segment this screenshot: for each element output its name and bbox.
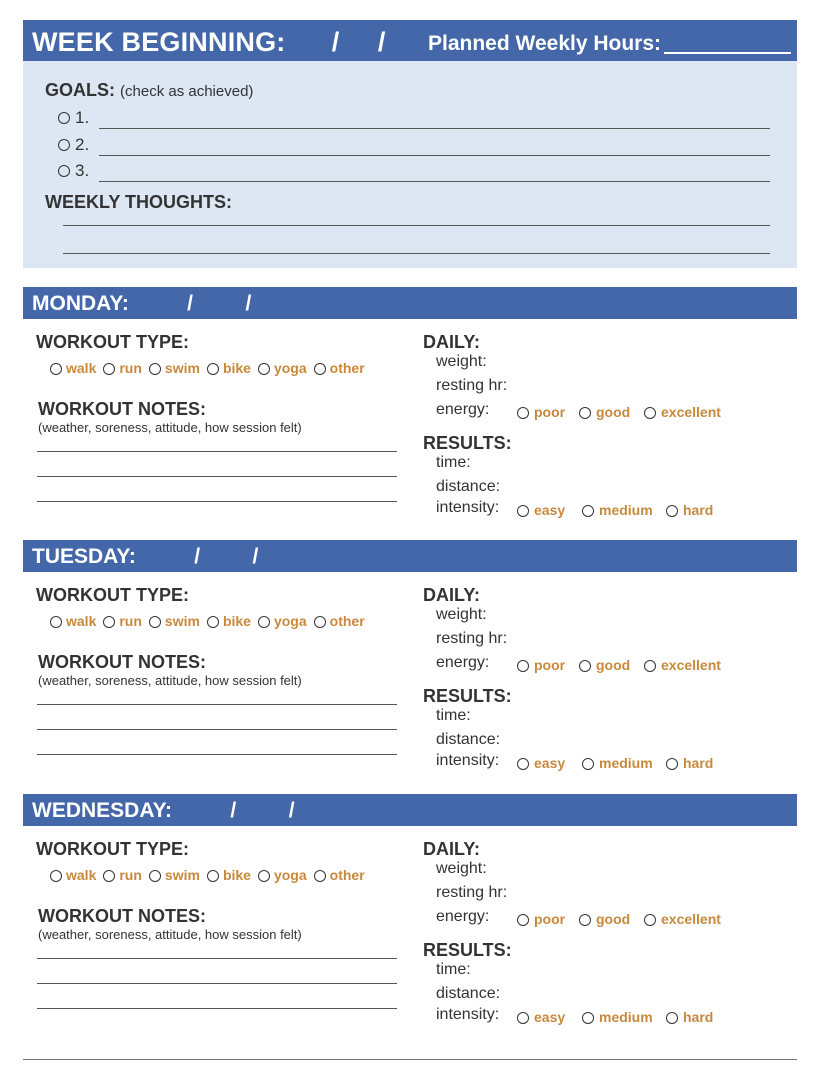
energy-label: energy: <box>436 401 490 418</box>
workout-type-label-walk: walk <box>66 360 97 376</box>
goal-row-1 <box>58 107 770 129</box>
goals-title: GOALS: <box>45 80 115 100</box>
thoughts-line-1[interactable] <box>63 225 770 226</box>
energy-option-poor[interactable] <box>517 911 565 929</box>
energy-label-good: good <box>596 657 631 673</box>
radio-circle-icon[interactable] <box>314 616 326 628</box>
workout-type-option-other[interactable] <box>314 360 365 378</box>
energy-label-poor: poor <box>534 657 566 673</box>
workout-type-label-other: other <box>329 360 365 376</box>
workout-notes-label: WORKOUT NOTES: <box>38 652 206 672</box>
workout-type-label-other: other <box>329 867 365 883</box>
workout-type-options <box>50 867 372 885</box>
workout-notes-hint: (weather, soreness, attitude, how session felt) <box>38 673 302 688</box>
day-title: WEDNESDAY: / / <box>32 799 295 822</box>
radio-circle-icon[interactable] <box>582 758 594 770</box>
radio-circle-icon[interactable] <box>517 407 529 419</box>
energy-label: energy: <box>436 908 490 925</box>
radio-circle-icon[interactable] <box>666 1012 678 1024</box>
time-label: time: <box>436 961 471 978</box>
workout-notes-hint: (weather, soreness, attitude, how session felt) <box>38 927 302 942</box>
intensity-option-easy[interactable] <box>517 502 565 520</box>
goal-1-checkbox[interactable] <box>58 112 70 124</box>
day-header-bar-1 <box>23 540 797 572</box>
workout-type-option-walk[interactable] <box>50 613 96 631</box>
goal-1-blank[interactable] <box>99 128 770 129</box>
intensity-label-easy: easy <box>534 755 566 771</box>
energy-label-excellent: excellent <box>661 404 721 420</box>
energy-label-excellent: excellent <box>661 911 721 927</box>
day-header-bar-2 <box>23 794 797 826</box>
notes-line-1[interactable] <box>37 958 397 959</box>
intensity-label-medium: medium <box>599 502 653 518</box>
time-label: time: <box>436 707 471 724</box>
workout-type-label-run: run <box>119 613 142 629</box>
workout-type-options <box>50 360 372 378</box>
radio-circle-icon[interactable] <box>207 363 219 375</box>
energy-option-poor[interactable] <box>517 657 565 675</box>
goal-2-number: 2. <box>75 135 90 154</box>
energy-option-excellent[interactable] <box>644 404 721 422</box>
radio-circle-icon[interactable] <box>103 870 115 882</box>
radio-circle-icon[interactable] <box>517 660 529 672</box>
distance-label: distance: <box>436 478 501 495</box>
notes-line-1[interactable] <box>37 704 397 705</box>
workout-type-label: WORKOUT TYPE: <box>36 839 189 859</box>
daily-label: DAILY: <box>423 839 481 859</box>
notes-line-3[interactable] <box>37 1008 397 1009</box>
daily-label: DAILY: <box>423 332 481 352</box>
radio-circle-icon[interactable] <box>517 505 529 517</box>
results-label: RESULTS: <box>423 940 512 960</box>
workout-type-option-run[interactable] <box>103 613 142 631</box>
workout-type-option-run[interactable] <box>103 360 142 378</box>
resting-hr-label: resting hr: <box>436 377 508 394</box>
distance-label: distance: <box>436 985 501 1002</box>
radio-circle-icon[interactable] <box>207 870 219 882</box>
goal-row-3 <box>58 160 770 182</box>
workout-type-label-swim: swim <box>164 360 200 376</box>
energy-label-poor: poor <box>534 911 566 927</box>
workout-type-label-other: other <box>329 613 365 629</box>
radio-circle-icon[interactable] <box>314 870 326 882</box>
radio-circle-icon[interactable] <box>579 407 591 419</box>
radio-circle-icon[interactable] <box>149 870 161 882</box>
intensity-option-medium[interactable] <box>582 1009 653 1027</box>
notes-line-2[interactable] <box>37 983 397 984</box>
workout-type-label-walk: walk <box>66 867 97 883</box>
weight-label: weight: <box>436 860 487 877</box>
weekly-thoughts-title: WEEKLY THOUGHTS: <box>45 192 233 212</box>
intensity-label: intensity: <box>436 752 500 769</box>
radio-circle-icon[interactable] <box>207 616 219 628</box>
energy-label-good: good <box>596 911 631 927</box>
energy-option-excellent[interactable] <box>644 911 721 929</box>
intensity-label: intensity: <box>436 499 500 516</box>
daily-label: DAILY: <box>423 585 481 605</box>
notes-line-2[interactable] <box>37 476 397 477</box>
radio-circle-icon[interactable] <box>50 616 62 628</box>
radio-circle-icon[interactable] <box>50 363 62 375</box>
workout-type-option-swim[interactable] <box>149 867 200 885</box>
week-beginning-title: WEEK BEGINNING: / / <box>32 27 386 57</box>
intensity-label-medium: medium <box>599 755 653 771</box>
radio-circle-icon[interactable] <box>103 616 115 628</box>
intensity-label: intensity: <box>436 1006 500 1023</box>
radio-circle-icon[interactable] <box>644 660 656 672</box>
planned-hours-label: Planned Weekly Hours: <box>428 32 662 55</box>
goal-3-number: 3. <box>75 161 90 180</box>
radio-circle-icon[interactable] <box>50 870 62 882</box>
workout-type-label-run: run <box>119 360 142 376</box>
radio-circle-icon[interactable] <box>644 407 656 419</box>
workout-type-option-walk[interactable] <box>50 867 96 885</box>
weight-label: weight: <box>436 353 487 370</box>
intensity-option-hard[interactable] <box>666 755 713 773</box>
notes-line-3[interactable] <box>37 501 397 502</box>
intensity-label-medium: medium <box>599 1009 653 1025</box>
radio-circle-icon[interactable] <box>579 660 591 672</box>
workout-type-option-other[interactable] <box>314 613 365 631</box>
day-section-2 <box>0 839 820 1069</box>
intensity-option-easy[interactable] <box>517 1009 565 1027</box>
intensity-option-hard[interactable] <box>666 1009 713 1027</box>
workout-type-label-yoga: yoga <box>273 613 307 629</box>
workout-type-label-swim: swim <box>164 613 200 629</box>
intensity-label-hard: hard <box>683 755 714 771</box>
workout-type-option-walk[interactable] <box>50 360 96 378</box>
goals-note: (check as achieved) <box>120 83 254 100</box>
energy-option-poor[interactable] <box>517 404 565 422</box>
workout-type-label-bike: bike <box>222 613 251 629</box>
energy-label-poor: poor <box>534 404 566 420</box>
energy-option-good[interactable] <box>579 404 630 422</box>
radio-circle-icon[interactable] <box>517 914 529 926</box>
intensity-label-hard: hard <box>683 502 714 518</box>
resting-hr-label: resting hr: <box>436 884 508 901</box>
thoughts-line-2[interactable] <box>63 253 770 254</box>
goals-panel <box>23 61 797 268</box>
workout-type-label: WORKOUT TYPE: <box>36 585 189 605</box>
radio-circle-icon[interactable] <box>149 363 161 375</box>
weight-label: weight: <box>436 606 487 623</box>
intensity-option-medium[interactable] <box>582 502 653 520</box>
goal-3-blank[interactable] <box>99 181 770 182</box>
results-label: RESULTS: <box>423 433 512 453</box>
workout-type-label-bike: bike <box>222 360 251 376</box>
workout-type-option-yoga[interactable] <box>258 360 307 378</box>
workout-type-label: WORKOUT TYPE: <box>36 332 189 352</box>
intensity-label-easy: easy <box>534 1009 566 1025</box>
workout-type-label-yoga: yoga <box>273 867 307 883</box>
results-label: RESULTS: <box>423 686 512 706</box>
day-title: TUESDAY: / / <box>32 545 259 568</box>
radio-circle-icon[interactable] <box>149 616 161 628</box>
goal-2-blank[interactable] <box>99 155 770 156</box>
workout-type-option-swim[interactable] <box>149 360 200 378</box>
day-section-1 <box>0 585 820 815</box>
notes-line-2[interactable] <box>37 729 397 730</box>
day-header-bar-0 <box>23 287 797 319</box>
radio-circle-icon[interactable] <box>666 758 678 770</box>
goal-2-checkbox[interactable] <box>58 139 70 151</box>
resting-hr-label: resting hr: <box>436 630 508 647</box>
radio-circle-icon[interactable] <box>258 616 270 628</box>
workout-type-option-swim[interactable] <box>149 613 200 631</box>
intensity-label-easy: easy <box>534 502 566 518</box>
radio-circle-icon[interactable] <box>258 870 270 882</box>
workout-type-options <box>50 613 372 631</box>
radio-circle-icon[interactable] <box>103 363 115 375</box>
energy-option-good[interactable] <box>579 911 630 929</box>
day-section-0 <box>0 332 820 562</box>
radio-circle-icon[interactable] <box>258 363 270 375</box>
radio-circle-icon[interactable] <box>582 505 594 517</box>
workout-notes-label: WORKOUT NOTES: <box>38 906 206 926</box>
radio-circle-icon[interactable] <box>579 914 591 926</box>
goal-3-checkbox[interactable] <box>58 165 70 177</box>
energy-option-good[interactable] <box>579 657 630 675</box>
radio-circle-icon[interactable] <box>517 1012 529 1024</box>
workout-type-option-other[interactable] <box>314 867 365 885</box>
goal-row-2 <box>58 134 770 156</box>
workout-type-option-yoga[interactable] <box>258 613 307 631</box>
radio-circle-icon[interactable] <box>517 758 529 770</box>
workout-type-option-run[interactable] <box>103 867 142 885</box>
radio-circle-icon[interactable] <box>644 914 656 926</box>
energy-label-good: good <box>596 404 631 420</box>
day-title: MONDAY: / / <box>32 292 252 315</box>
page-bottom-rule <box>23 1059 797 1060</box>
workout-notes-label: WORKOUT NOTES: <box>38 399 206 419</box>
workout-type-option-bike[interactable] <box>207 867 251 885</box>
notes-line-3[interactable] <box>37 754 397 755</box>
intensity-label-hard: hard <box>683 1009 714 1025</box>
notes-line-1[interactable] <box>37 451 397 452</box>
distance-label: distance: <box>436 731 501 748</box>
workout-type-label-bike: bike <box>222 867 251 883</box>
workout-type-label-swim: swim <box>164 867 200 883</box>
radio-circle-icon[interactable] <box>314 363 326 375</box>
energy-option-excellent[interactable] <box>644 657 721 675</box>
energy-label-excellent: excellent <box>661 657 721 673</box>
workout-type-option-bike[interactable] <box>207 613 251 631</box>
week-header <box>23 20 797 61</box>
workout-type-option-yoga[interactable] <box>258 867 307 885</box>
workout-type-label-walk: walk <box>66 613 97 629</box>
goal-1-number: 1. <box>75 108 90 127</box>
intensity-option-medium[interactable] <box>582 755 653 773</box>
planned-hours-blank[interactable] <box>664 52 791 54</box>
intensity-option-hard[interactable] <box>666 502 713 520</box>
intensity-option-easy[interactable] <box>517 755 565 773</box>
energy-label: energy: <box>436 654 490 671</box>
workout-notes-hint: (weather, soreness, attitude, how session felt) <box>38 420 302 435</box>
workout-type-label-run: run <box>119 867 142 883</box>
radio-circle-icon[interactable] <box>666 505 678 517</box>
radio-circle-icon[interactable] <box>582 1012 594 1024</box>
workout-type-option-bike[interactable] <box>207 360 251 378</box>
time-label: time: <box>436 454 471 471</box>
goals-heading <box>45 80 253 101</box>
workout-type-label-yoga: yoga <box>273 360 307 376</box>
